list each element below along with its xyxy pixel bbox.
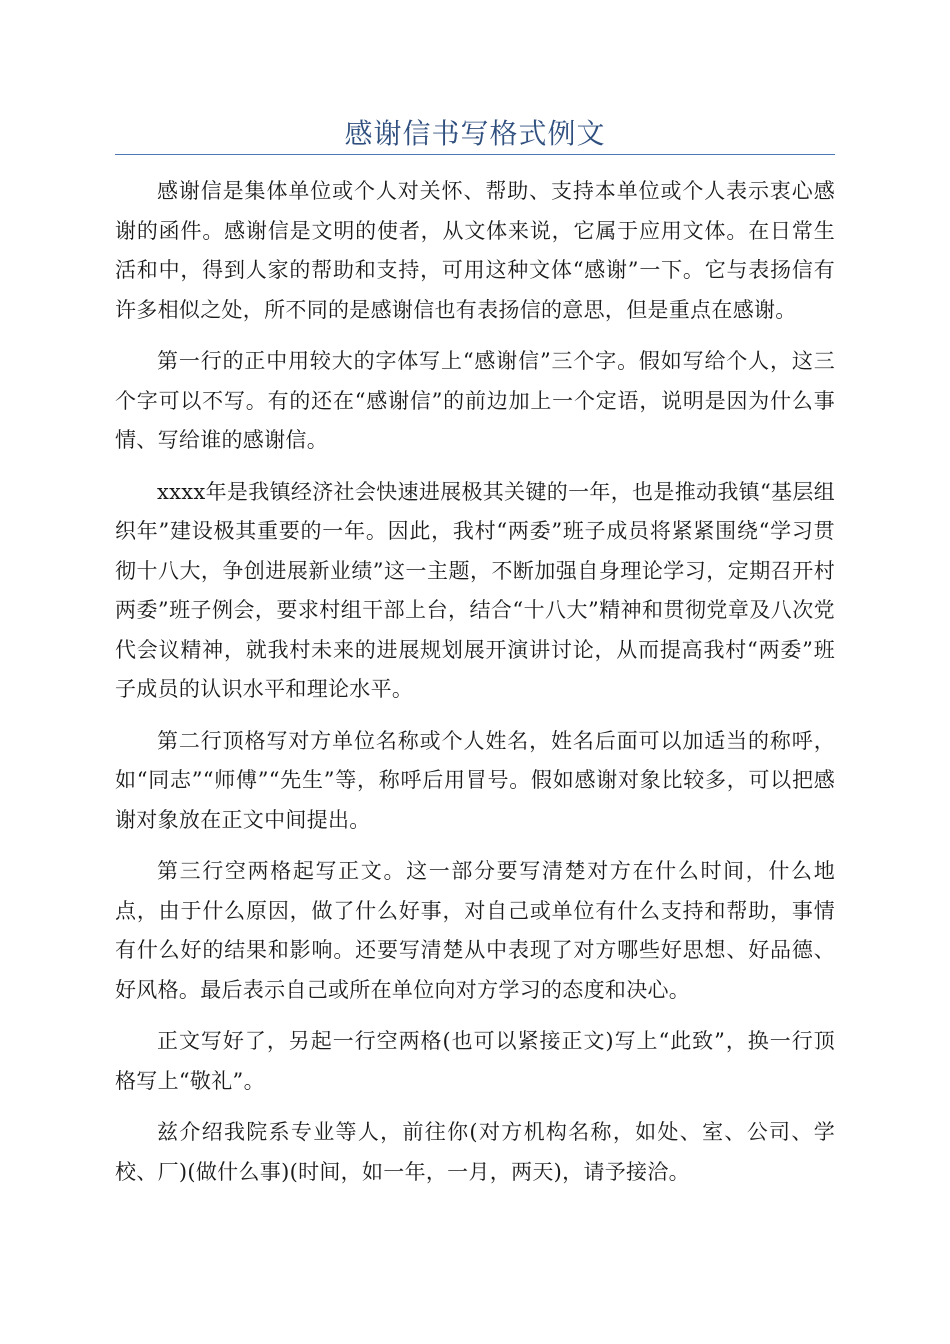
paragraph-third-line: 第三行空两格起写正文。这一部分要写清楚对方在什么时间，什么地点，由于什么原因，做了什么好事，对自己或单位有什么支持和帮助，事情有什么好的结果和影响。还要写清楚从中表现了对方哪些好思想、好品德、好风格。最后表示自己或所在单位向对方学习的态度和决心。: [115, 859, 835, 1002]
paragraph-second-line: 第二行顶格写对方单位名称或个人姓名，姓名后面可以加适当的称呼，如“同志”“师傅”“先生”等，称呼后用冒号。假如感谢对象比较多，可以把感谢对象放在正文中间提出。: [115, 728, 835, 832]
paragraph-closing: 正文写好了，另起一行空两格(也可以紧接正文)写上“此致”，换一行顶格写上“敬礼”。: [115, 1029, 835, 1093]
paragraph-introduction-letter: 兹介绍我院系专业等人，前往你(对方机构名称，如处、室、公司、学校、厂)(做什么事)(时间，如一年，一月，两天)，请予接洽。: [115, 1120, 835, 1184]
title-underline: [115, 154, 835, 155]
paragraph-first-line: 第一行的正中用较大的字体写上“感谢信”三个字。假如写给个人，这三个字可以不写。有的还在“感谢信”的前边加上一个定语，说明是因为什么事情、写给谁的感谢信。: [115, 349, 835, 452]
paragraph-intro: 感谢信是集体单位或个人对关怀、帮助、支持本单位或个人表示衷心感谢的函件。感谢信是文明的使者，从文体来说，它属于应用文体。在日常生活和中，得到人家的帮助和支持，可用这种文体“感谢”一下。它与表扬信有许多相似之处，所不同的是感谢信也有表扬信的意思，但是重点在感谢。: [115, 179, 835, 322]
document-body: [115, 172, 835, 1204]
document-title: 感谢信书写格式例文: [344, 117, 606, 150]
paragraph-example: xxxx年是我镇经济社会快速进展极其关键的一年，也是推动我镇“基层组织年”建设极其重要的一年。因此，我村“两委”班子成员将紧紧围绕“学习贯彻十八大，争创进展新业绩”这一主题，不断加强自身理论学习，定期召开村两委”班子例会，要求村组干部上台，结合“十八大”精神和贯彻党章及八次党代会议精神，就我村未来的进展规划展开演讲讨论，从而提高我村“两委”班子成员的认识水平和理论水平。: [115, 479, 835, 701]
